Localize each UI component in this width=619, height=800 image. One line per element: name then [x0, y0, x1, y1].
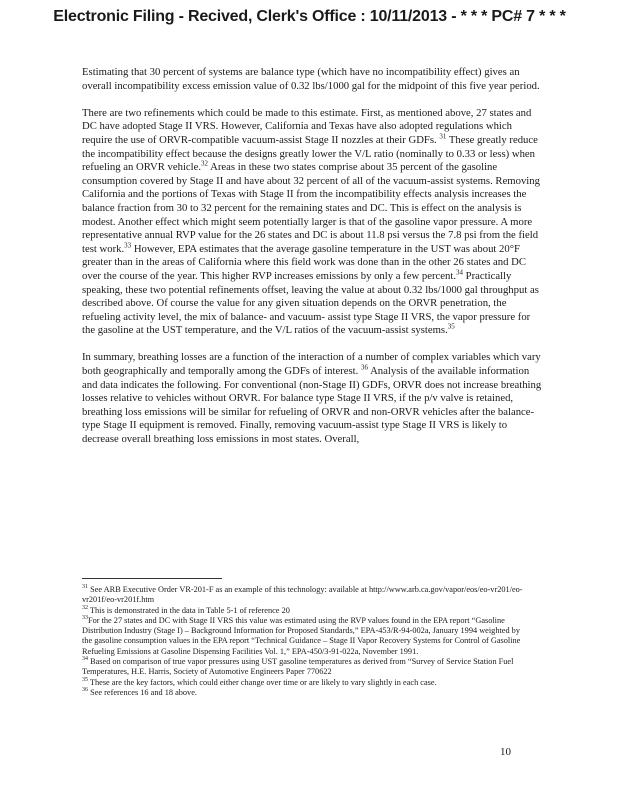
- footnote-35: [82, 678, 532, 688]
- footnote-31: [82, 585, 532, 606]
- footnote-ref-34: 34: [456, 268, 463, 277]
- footnote-text: These are the key factors, which could either change over time or are likely to vary slightly in each case.: [88, 677, 437, 687]
- page-number: 10: [500, 746, 511, 758]
- paragraph-2: [82, 107, 542, 338]
- footnote-divider: [82, 578, 222, 579]
- footnote-ref-36: 36: [361, 363, 368, 372]
- footnote-text: For the 27 states and DC with Stage II VRS this value was estimated using the RVP values found in the EPA report “Gasoline Distribution Industry (Stage I) – Background Information for Proposed Standards,” EPA-453/R-94-002a, January 1994 weighted by the gasoline consumption values in the EPA report “Technical Guidance – Stage II Vapor Recovery Systems for Control of Gasoline Refueling Emissions at Gasoline Dispensing Facilities Vol. 1,” EPA-450/3-91-022a, November 1991.: [82, 615, 521, 656]
- footnote-34: [82, 657, 532, 678]
- text-run: Areas in these two states comprise about 35 percent of the gasoline consumption covered by Stage II and have about 32 percent of all of the vacuum-assist systems. Removing California and the portions of Texas with Stage II from the incompatibility effects analysis increases the balance fraction from 30 to 32 percent for the remaining states and DC. This is effect on the analysis is modest. Another effect which might seem potentially larger is that of the gasoline vapor pressure. A more representative annual RVP value for the 26 states and DC is about 11.8 psi versus the 7.8 psi from the field test work.: [82, 161, 540, 255]
- footnote-36: [82, 688, 532, 698]
- footnote-text: See ARB Executive Order VR-201-F as an example of this technology: available at http://www.arb.ca.gov/vapor/eos/eo-vr201/eo-vr201f/eo-vr201f.htm: [82, 585, 523, 605]
- footnote-text: Based on comparison of true vapor pressures using UST gasoline temperatures as derived from “Survey of Service Station Fuel Temperatures, H.E. Harris, Society of Automotive Engineers Paper 770622: [82, 657, 514, 677]
- footnote-number: 36: [82, 687, 88, 694]
- footnote-text: This is demonstrated in the data in Table 5-1 of reference 20: [88, 605, 290, 615]
- footnote-text: See references 16 and 18 above.: [88, 687, 197, 697]
- footnote-number: 34: [82, 656, 88, 663]
- footnote-number: 32: [82, 604, 88, 611]
- text-run: Practically speaking, these two potential refinements offset, leaving the value at about 0.32 lbs/1000 gal throughput as described above. Of course the value for any given situation depends on the ORVR penetration, the refueling activity level, the mix of balance- and vacuum- assist type Stage II VRS, the vapor pressure for the gasoline at the UST temperature, and the V/L ratios of the vacuum-assist systems.: [82, 269, 539, 337]
- text-run: There are two refinements which could be made to this estimate. First, as mentioned above, 27 states and DC have adopted Stage II VRS. However, California and Texas have also adopted regulations which require the use of ORVR-compatible vacuum-assist Stage II nozzles at their GDFs.: [82, 106, 532, 146]
- filing-header: Electronic Filing - Recived, Clerk's Office : 10/11/2013 - * * * PC# 7 * * *: [53, 8, 566, 25]
- footnote-number: 35: [82, 676, 88, 683]
- text-run: In summary, breathing losses are a function of the interaction of a number of complex variables which vary both geographically and temporally among the GDFs of interest.: [82, 351, 541, 378]
- footnote-ref-35: 35: [447, 322, 455, 331]
- text-run: These greatly reduce the incompatibility effect because the designs greatly lower the V/L ratio (nominally to 0.33 or less) when refueling an ORVR vehicle.: [82, 133, 538, 174]
- footnote-number: 33: [82, 615, 88, 622]
- paragraph-1: Estimating that 30 percent of systems are balance type (which have no incompatibility effect) gives an overall incompatibility excess emission value of 0.32 lbs/1000 gal for the midpoint of this five year period.: [82, 66, 540, 92]
- footnotes: [82, 585, 532, 698]
- footnote-33: [82, 616, 532, 657]
- text-run: However, EPA estimates that the average gasoline temperature in the UST was about 20°F greater than in the areas of California where this field work was done than in the other 26 states and DC over the course of the year. This higher RVP increases emissions by only a few percent.: [82, 242, 526, 282]
- footnote-ref-32: 32: [201, 159, 209, 168]
- footnote-ref-31: 31: [439, 132, 447, 141]
- footnote-ref-33: 33: [124, 241, 132, 250]
- footnote-number: 31: [82, 584, 88, 591]
- text-run: Analysis of the available information and data indicates the following. For conventional (non-Stage II) GDFs, ORVR does not increase breathing losses relative to vehicles without ORVR. For balance type Stage II VRS, if the p/v valve is retained, breathing loss emissions will be similar for refueling of ORVR and non-ORVR vehicles after the balance-type Stage II equipment is removed. Finally, removing vacuum-assist type Stage II VRS is likely to decrease overall breathing loss emissions in most states. Overall,: [82, 365, 542, 446]
- body-text: [82, 66, 542, 460]
- paragraph-3: [82, 351, 542, 446]
- footnote-32: [82, 606, 532, 616]
